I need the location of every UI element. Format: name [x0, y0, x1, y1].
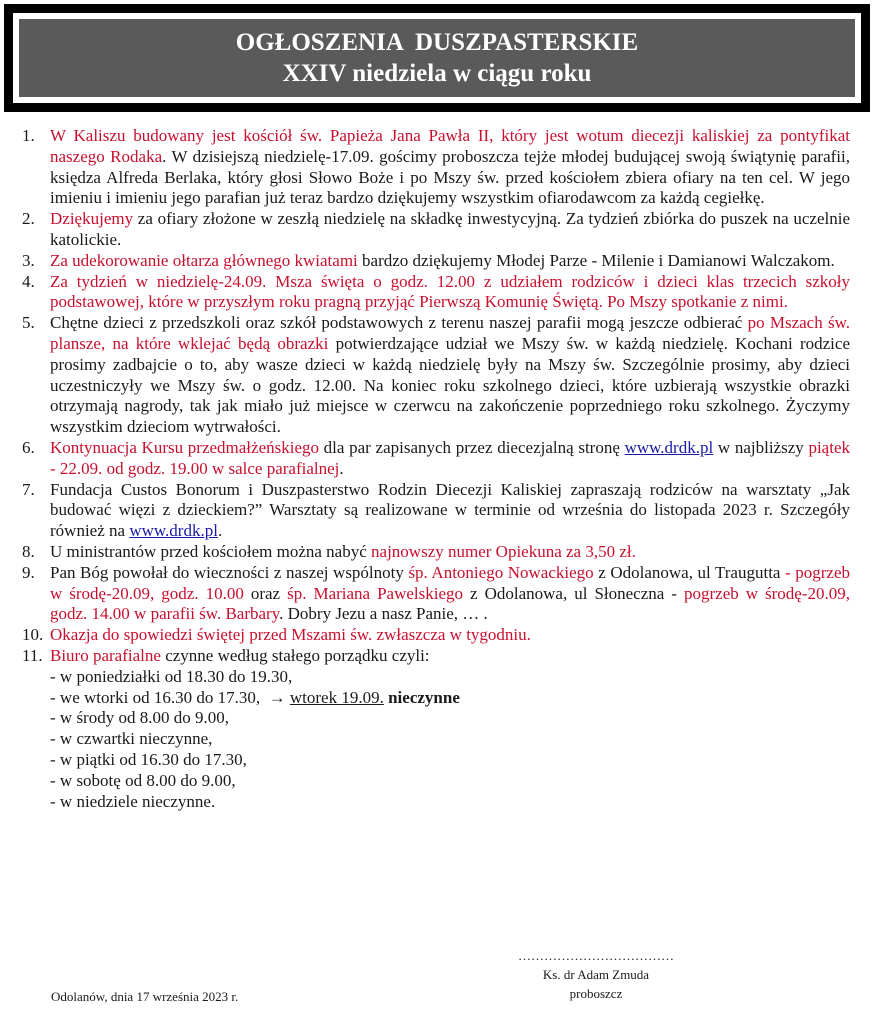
schedule-text: - w czwartki nieczynne,: [50, 729, 213, 749]
highlighted-text: po Mszach św. plansze, na które wklejać będą obrazki: [50, 313, 850, 353]
arrow-right-icon: →: [268, 687, 286, 707]
schedule-text: - w sobotę od 8.00 do 9.00,: [50, 770, 236, 790]
announcement-number: 9.: [22, 562, 35, 582]
body-text: z Odolanowa, ul Słoneczna -: [463, 583, 684, 603]
announcement-number: 8.: [22, 541, 35, 561]
announcement-text: [50, 480, 850, 542]
schedule-text: - w poniedziałki od 18.30 do 19.30,: [50, 666, 293, 686]
body-text: . Dobry Jezu a nasz Panie, … .: [279, 604, 488, 624]
highlighted-text: Za udekorowanie ołtarza głównego kwiatami: [50, 250, 358, 270]
schedule-line: [50, 688, 850, 709]
website-link[interactable]: www.drdk.pl: [129, 521, 218, 541]
body-text: U ministrantów przed kościołem można nabyć: [50, 541, 372, 561]
highlighted-text: śp. Mariana Pawelskiego: [287, 583, 464, 603]
body-text: bardzo dziękujemy Młodej Parze - Milenie i Damianowi Walczakom.: [357, 250, 835, 270]
announcement-number: 2.: [22, 209, 35, 229]
announcement-item: [22, 480, 850, 542]
schedule-line: [50, 771, 850, 792]
body-text: Fundacja Custos Bonorum i Duszpasterstwo Rodzin Diecezji Kaliskiej zapraszają rodziców na warsztaty „Jak budować więzi z dzieckiem?” Warsztaty są realizowane w terminie od września do listopada 2023 r. Szczegóły również na: [50, 479, 850, 541]
schedule-line: [50, 729, 850, 750]
announcement-number: 7.: [22, 479, 35, 499]
highlighted-text: pogrzeb w środę-20.09, godz. 14.00 w parafii św. Barbary: [50, 583, 851, 624]
signature-block: [515, 946, 677, 1003]
schedule-text: - we wtorki od 16.30 do 17.30,: [50, 687, 261, 707]
highlighted-text: Biuro parafialne: [50, 645, 161, 665]
office-hours-schedule: [22, 667, 850, 813]
body-text: dla par zapisanych przez diecezjalną stronę: [319, 437, 625, 457]
body-text: w najbliższy: [713, 437, 809, 457]
page-title: OGŁOSZENIA DUSZPASTERSKIE: [235, 29, 639, 56]
highlighted-text: najnowszy numer Opiekuna za 3,50 zł.: [371, 541, 636, 561]
announcement-text: [50, 438, 850, 480]
announcement-text: [50, 126, 850, 209]
body-text: . W dzisiejszą niedzielę-17.09. gościmy proboszcza tejże młodej budującej swoją świątynię parafii, księdza Alfreda Berlaka, który głosi Słowo Boże i po Mszy św. przed kościołem zbiera ofiary na ten cel. W jego imieniu i imieniu jego parafian już teraz bardzo dziękujemy wszystkim ofiarodawcom za każdą cegiełkę.: [50, 146, 850, 208]
highlighted-text: śp. Antoniego Nowackiego: [408, 562, 594, 582]
highlighted-text: - pogrzeb w środę-20.09, godz. 10.00: [50, 562, 850, 603]
highlighted-text: Za tydzień w niedzielę-24.09. Msza święta o godz. 12.00 z udziałem rodziców i dzieci klas trzecich szkoły podstawowej, które w przyszłym roku pragną przyjąć Pierwszą Komunię Świętą. Po Mszy spotkanie z nimi.: [50, 271, 850, 312]
announcement-item: [22, 542, 850, 563]
page-subtitle: XXIV niedziela w ciągu roku: [282, 60, 592, 87]
body-text: potwierdzające udział we Mszy św. w każdą niedzielę. Kochani rodzice prosimy zadbajcie o to, aby wasze dzieci w każdą niedzielę były na Mszy św. Szczególnie prosimy, aby dzieci uczestniczyły we Mszy św. o godz. 12.00. Na koniec roku szkolnego dzieci, które uzbierają wszystkie obrazki otrzymają nagrody, tak jak miało już miejsce w czerwcu na zakończenie poprzedniego roku szkolnego. Życzymy wszystkim dzieciom wytrwałości.: [50, 333, 850, 437]
signature-name: Ks. dr Adam Zmuda: [542, 967, 650, 982]
announcement-number: 5.: [22, 313, 35, 333]
body-text: czynne według stałego porządku czyli:: [160, 645, 430, 665]
announcement-item: [22, 646, 850, 667]
announcement-text: [50, 313, 850, 438]
announcement-item: [22, 209, 850, 251]
schedule-text: - w środy od 8.00 do 9.00,: [50, 708, 229, 728]
announcement-item: [22, 563, 850, 625]
schedule-line: [50, 667, 850, 688]
schedule-text: - w niedziele nieczynne.: [50, 791, 216, 811]
header-banner: [19, 19, 855, 97]
closed-status: nieczynne: [388, 687, 460, 707]
announcement-text: [50, 625, 850, 646]
body-text: .: [217, 521, 223, 541]
announcement-item: [22, 313, 850, 438]
body-text: za ofiary złożone w zeszłą niedzielę na składkę inwestycyjną. Za tydzień zbiórka do puszek na uczelnie katolickie.: [50, 209, 850, 249]
announcement-number: 1.: [22, 126, 35, 145]
announcement-item: [22, 625, 850, 646]
announcement-text: [50, 563, 850, 625]
announcement-number: 4.: [22, 271, 35, 291]
body-text: Chętne dzieci z przedszkoli oraz szkół podstawowych z terenu naszej parafii mogą jeszcze odbierać: [50, 313, 748, 333]
announcement-number: 3.: [22, 250, 35, 270]
body-text: oraz: [243, 583, 288, 603]
announcement-item: [22, 438, 850, 480]
schedule-line: [50, 750, 850, 771]
announcement-text: [50, 272, 850, 314]
announcements-list: [22, 126, 850, 812]
schedule-line: [50, 708, 850, 729]
announcement-number: 10.: [22, 625, 44, 645]
place-date: Odolanów, dnia 17 września 2023 r.: [51, 989, 239, 1004]
signature-role: proboszcz: [569, 986, 623, 1001]
announcement-text: [50, 646, 850, 667]
announcement-text: [50, 209, 850, 251]
announcement-number: 6.: [22, 437, 35, 457]
header-frame: [4, 4, 870, 112]
highlighted-text: Dziękujemy: [50, 209, 134, 229]
body-text: z Odolanowa, ul Traugutta: [593, 562, 786, 582]
schedule-line: [50, 792, 850, 813]
announcement-item: [22, 126, 850, 209]
announcement-item: [22, 272, 850, 314]
closed-date: wtorek 19.09.: [289, 687, 384, 707]
header-frame-inner: [13, 13, 861, 103]
announcement-number: 11.: [22, 645, 43, 665]
schedule-text: - w piątki od 16.30 do 17.30,: [50, 749, 247, 769]
announcement-text: [50, 542, 850, 563]
signature-line: ………………………………: [518, 948, 674, 963]
highlighted-text: Okazja do spowiedzi świętej przed Mszami św. zwłaszcza w tygodniu.: [50, 625, 531, 645]
body-text: Pan Bóg powołał do wieczności z naszej wspólnoty: [50, 562, 409, 582]
announcement-text: [50, 251, 850, 272]
highlighted-text: W Kaliszu budowany jest kościół św. Papieża Jana Pawła II, który jest wotum diecezji kaliskiej za pontyfikat naszego Rodaka: [50, 126, 850, 166]
body-text: .: [339, 458, 344, 478]
highlighted-text: Kontynuacja Kursu przedmałżeńskiego: [50, 437, 319, 457]
announcement-item: [22, 251, 850, 272]
highlighted-text: piątek - 22.09. od godz. 19.00 w salce parafialnej: [50, 437, 850, 478]
website-link[interactable]: www.drdk.pl: [624, 437, 714, 457]
